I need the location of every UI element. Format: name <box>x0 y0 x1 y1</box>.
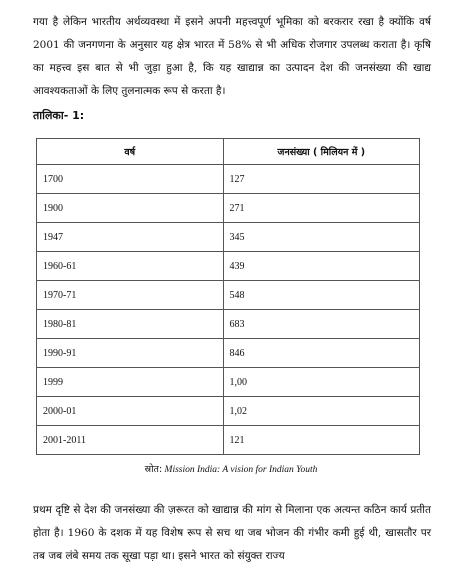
cell-population: 548 <box>223 281 420 310</box>
cell-year: 1947 <box>37 223 224 252</box>
table-row <box>37 252 420 281</box>
cell-year: 1900 <box>37 194 224 223</box>
column-header-population: जनसंख्या ( मिलियन में ) <box>223 139 420 165</box>
table-row <box>37 281 420 310</box>
population-table <box>36 138 420 455</box>
cell-population: 127 <box>223 165 420 194</box>
table-caption: तालिका- 1: <box>33 109 85 122</box>
column-header-year: वर्ष <box>37 139 224 165</box>
cell-year: 2001-2011 <box>37 426 224 455</box>
closing-paragraph: प्रथम दृष्टि से देश की जनसंख्या की ज़रूरत को खाद्यान्न की मांग से मिलाना एक अत्यन्त कठिन कार्य प्रतीत होता है। 1960 के दशक में यह विशेष रूप से सच था जब भोजन की गंभीर कमी हुई थी, खासतौर पर तब जब लंबे समय तक सूखा पड़ा था। इसने भारत को संयुक्त राज्य <box>33 503 431 562</box>
cell-year: 2000-01 <box>37 397 224 426</box>
cell-year: 1700 <box>37 165 224 194</box>
cell-population: 1,02 <box>223 397 420 426</box>
table-row <box>37 194 420 223</box>
table-header-row <box>37 139 420 165</box>
source-label: स्रोत: <box>144 464 163 475</box>
table-source <box>0 462 462 475</box>
table-row <box>37 426 420 455</box>
cell-year: 1999 <box>37 368 224 397</box>
cell-year: 1990-91 <box>37 339 224 368</box>
table-row <box>37 368 420 397</box>
cell-population: 846 <box>223 339 420 368</box>
table-row <box>37 397 420 426</box>
cell-year: 1960-61 <box>37 252 224 281</box>
cell-population: 439 <box>223 252 420 281</box>
source-text: Mission India: A vision for Indian Youth <box>164 465 318 475</box>
cell-population: 1,00 <box>223 368 420 397</box>
cell-population: 345 <box>223 223 420 252</box>
cell-year: 1980-81 <box>37 310 224 339</box>
cell-population: 121 <box>223 426 420 455</box>
cell-population: 683 <box>223 310 420 339</box>
table-row <box>37 223 420 252</box>
cell-population: 271 <box>223 194 420 223</box>
table-row <box>37 339 420 368</box>
table-row <box>37 310 420 339</box>
table-row <box>37 165 420 194</box>
cell-year: 1970-71 <box>37 281 224 310</box>
intro-paragraph: गया है लेकिन भारतीय अर्थव्यवस्था में इसने अपनी महत्त्वपूर्ण भूमिका को बरकरार रखा है क्योंकि वर्ष 2001 की जनगणना के अनुसार यह क्षेत्र भारत में 58% से भी अधिक रोजगार उपलब्ध कराता है। कृषि का महत्त्व इस बात से भी जुड़ा हुआ है, कि यह खाद्यान्न का उत्पादन देश की जनसंख्या की खाद्य आवश्यकताओं के लिए तुलनात्मक रूप से करता है। <box>33 15 431 97</box>
